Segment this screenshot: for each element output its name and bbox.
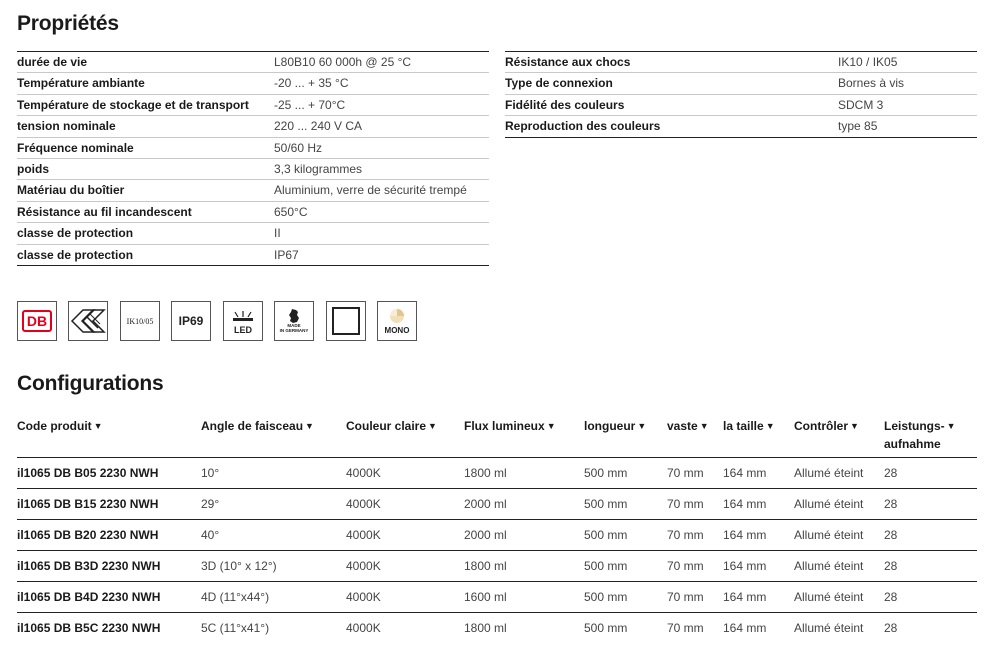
property-value: IP67 [274, 247, 299, 262]
configurations-title: Configurations [17, 372, 164, 395]
property-row [17, 180, 489, 201]
cell-size: 164 mm [723, 559, 767, 573]
property-row [17, 138, 489, 159]
led-icon [223, 301, 263, 341]
cell-beam-angle: 5C (11°x41°) [201, 621, 270, 635]
cell-luminous-flux: 2000 ml [464, 528, 507, 542]
cell-luminous-flux: 1800 ml [464, 466, 507, 480]
property-label: classe de protection [17, 226, 134, 241]
cell-code: il1065 DB B20 2230 NWH [17, 528, 159, 542]
header-label-line2: aufnahme [884, 437, 941, 451]
property-value: Bornes à vis [838, 76, 905, 91]
cell-control: Allumé éteint [794, 466, 864, 480]
cell-code: il1065 DB B4D 2230 NWH [17, 590, 161, 604]
header-label: Angle de faisceau [201, 419, 304, 433]
cell-code: il1065 DB B3D 2230 NWH [17, 559, 161, 573]
column-header-light-color[interactable] [346, 418, 437, 436]
made-in-text-2: IN GERMANY [279, 328, 309, 333]
cell-length: 500 mm [584, 621, 628, 635]
property-value: Aluminium, verre de sécurité trempé [274, 183, 467, 198]
property-row [505, 95, 977, 116]
property-label: Matériau du boîtier [17, 183, 125, 198]
header-label: Contrôler [794, 419, 848, 433]
cell-beam-angle: 10° [201, 466, 220, 480]
cell-control: Allumé éteint [794, 590, 864, 604]
cell-light-color: 4000K [346, 497, 381, 511]
cell-light-color: 4000K [346, 466, 381, 480]
cell-beam-angle: 3D (10° x 12°) [201, 559, 277, 573]
cell-light-color: 4000K [346, 590, 381, 604]
cell-length: 500 mm [584, 528, 628, 542]
properties-table-left [17, 51, 489, 266]
property-row [17, 95, 489, 116]
cell-width: 70 mm [667, 466, 704, 480]
cell-code: il1065 DB B5C 2230 NWH [17, 621, 161, 635]
db-logo-text: DB [26, 313, 48, 329]
property-row [505, 116, 977, 137]
cell-code: il1065 DB B05 2230 NWH [17, 466, 159, 480]
chevron-down-icon[interactable]: ▼ [546, 421, 556, 431]
cell-length: 500 mm [584, 466, 628, 480]
table-row[interactable] [17, 489, 977, 520]
cell-power: 28 [884, 621, 898, 635]
table-header [17, 408, 977, 458]
cell-width: 70 mm [667, 621, 704, 635]
property-value: SDCM 3 [838, 97, 884, 112]
property-label: durée de vie [17, 55, 88, 69]
header-label: vaste [667, 419, 698, 433]
cell-control: Allumé éteint [794, 528, 864, 542]
column-header-beam-angle[interactable] [201, 418, 314, 436]
property-row [17, 202, 489, 223]
ip-rating-text: IP69 [178, 314, 204, 328]
cell-width: 70 mm [667, 590, 704, 604]
property-label: poids [17, 161, 49, 176]
column-header-size[interactable] [723, 418, 775, 436]
header-label: Flux lumineux [464, 419, 545, 433]
property-label: Fidélité des couleurs [505, 97, 625, 112]
chevron-down-icon[interactable]: ▼ [428, 421, 437, 431]
property-label: Résistance aux chocs [505, 55, 631, 69]
property-label: Type de connexion [505, 76, 613, 91]
property-label: Reproduction des couleurs [505, 119, 661, 134]
cell-code: il1065 DB B15 2230 NWH [17, 497, 159, 511]
property-row [17, 116, 489, 137]
chevron-down-icon[interactable]: ▼ [765, 421, 775, 431]
property-value: 650°C [274, 204, 308, 219]
chevron-down-icon[interactable]: ▼ [946, 421, 956, 431]
column-header-control[interactable] [794, 418, 859, 436]
property-value: 220 ... 240 V CA [274, 119, 363, 134]
property-value: 50/60 Hz [274, 140, 323, 155]
table-row[interactable] [17, 520, 977, 551]
property-value: IK10 / IK05 [838, 55, 898, 69]
cell-width: 70 mm [667, 497, 704, 511]
cell-power: 28 [884, 528, 898, 542]
cell-luminous-flux: 2000 ml [464, 497, 507, 511]
chevron-down-icon[interactable]: ▼ [305, 421, 314, 431]
cell-size: 164 mm [723, 466, 767, 480]
chevron-down-icon[interactable]: ▼ [850, 421, 859, 431]
column-header-length[interactable] [584, 418, 646, 436]
property-label: Fréquence nominale [17, 140, 134, 155]
cell-length: 500 mm [584, 497, 628, 511]
property-value: 3,3 kilogrammes [274, 161, 363, 176]
made-in-text-1: MADE [287, 323, 301, 328]
property-label: Température de stockage et de transport [17, 97, 249, 112]
cell-power: 28 [884, 559, 898, 573]
property-row [505, 73, 977, 94]
cell-power: 28 [884, 466, 898, 480]
properties-table-right [505, 51, 977, 138]
mono-text: MONO [384, 325, 410, 335]
cell-beam-angle: 29° [201, 497, 220, 511]
ip-rating-icon [171, 301, 211, 341]
cell-light-color: 4000K [346, 528, 381, 542]
cell-size: 164 mm [723, 621, 767, 635]
header-label: Leistungs- [884, 419, 945, 433]
column-header-power[interactable] [884, 418, 956, 453]
chevron-down-icon[interactable]: ▼ [637, 421, 647, 431]
cell-length: 500 mm [584, 559, 628, 573]
property-row [17, 73, 489, 94]
header-label: longueur [584, 419, 636, 433]
property-label: tension nominale [17, 119, 116, 134]
properties-title: Propriétés [17, 12, 119, 35]
cell-width: 70 mm [667, 528, 704, 542]
made-in-germany-icon [274, 301, 314, 341]
column-header-luminous-flux[interactable] [464, 418, 556, 436]
property-label: Température ambiante [17, 76, 145, 91]
property-row [505, 52, 977, 73]
cell-luminous-flux: 1600 ml [464, 590, 507, 604]
cell-size: 164 mm [723, 497, 767, 511]
cell-luminous-flux: 1800 ml [464, 559, 507, 573]
ik-rating-text: IK10/05 [126, 316, 154, 326]
column-header-width[interactable] [667, 418, 709, 436]
property-label: classe de protection [17, 247, 134, 262]
led-text: LED [234, 324, 252, 335]
impact-mark-icon [68, 301, 108, 341]
table-row[interactable] [17, 613, 977, 644]
cell-control: Allumé éteint [794, 559, 864, 573]
header-label: Code produit [17, 419, 92, 433]
cell-control: Allumé éteint [794, 621, 864, 635]
property-row [17, 223, 489, 244]
property-row [17, 159, 489, 180]
property-value: II [274, 226, 281, 241]
cell-light-color: 4000K [346, 621, 381, 635]
header-label: Couleur claire [346, 419, 427, 433]
ik-rating-icon [120, 301, 160, 341]
cell-width: 70 mm [667, 559, 704, 573]
table-row[interactable] [17, 582, 977, 613]
cell-control: Allumé éteint [794, 497, 864, 511]
cell-size: 164 mm [723, 590, 767, 604]
cell-light-color: 4000K [346, 559, 381, 573]
cell-power: 28 [884, 497, 898, 511]
cell-power: 28 [884, 590, 898, 604]
cell-length: 500 mm [584, 590, 628, 604]
mono-color-icon [377, 301, 417, 341]
column-header-code[interactable] [17, 418, 103, 436]
table-row[interactable] [17, 551, 977, 582]
configurations-table [17, 408, 977, 644]
cell-beam-angle: 4D (11°x44°) [201, 590, 270, 604]
chevron-down-icon[interactable]: ▼ [699, 421, 709, 431]
square-frame-icon [326, 301, 366, 341]
property-value: -25 ... + 70°C [274, 97, 346, 112]
property-value: -20 ... + 35 °C [274, 76, 349, 91]
property-row [17, 52, 489, 73]
table-row[interactable] [17, 458, 977, 489]
db-logo-icon [17, 301, 57, 341]
cell-beam-angle: 40° [201, 528, 220, 542]
property-value: L80B10 60 000h @ 25 °C [274, 55, 412, 69]
cell-size: 164 mm [723, 528, 767, 542]
property-value: type 85 [838, 119, 878, 134]
chevron-down-icon[interactable]: ▼ [93, 421, 103, 431]
cell-luminous-flux: 1800 ml [464, 621, 507, 635]
property-label: Résistance au fil incandescent [17, 204, 192, 219]
header-label: la taille [723, 419, 764, 433]
property-row [17, 245, 489, 266]
